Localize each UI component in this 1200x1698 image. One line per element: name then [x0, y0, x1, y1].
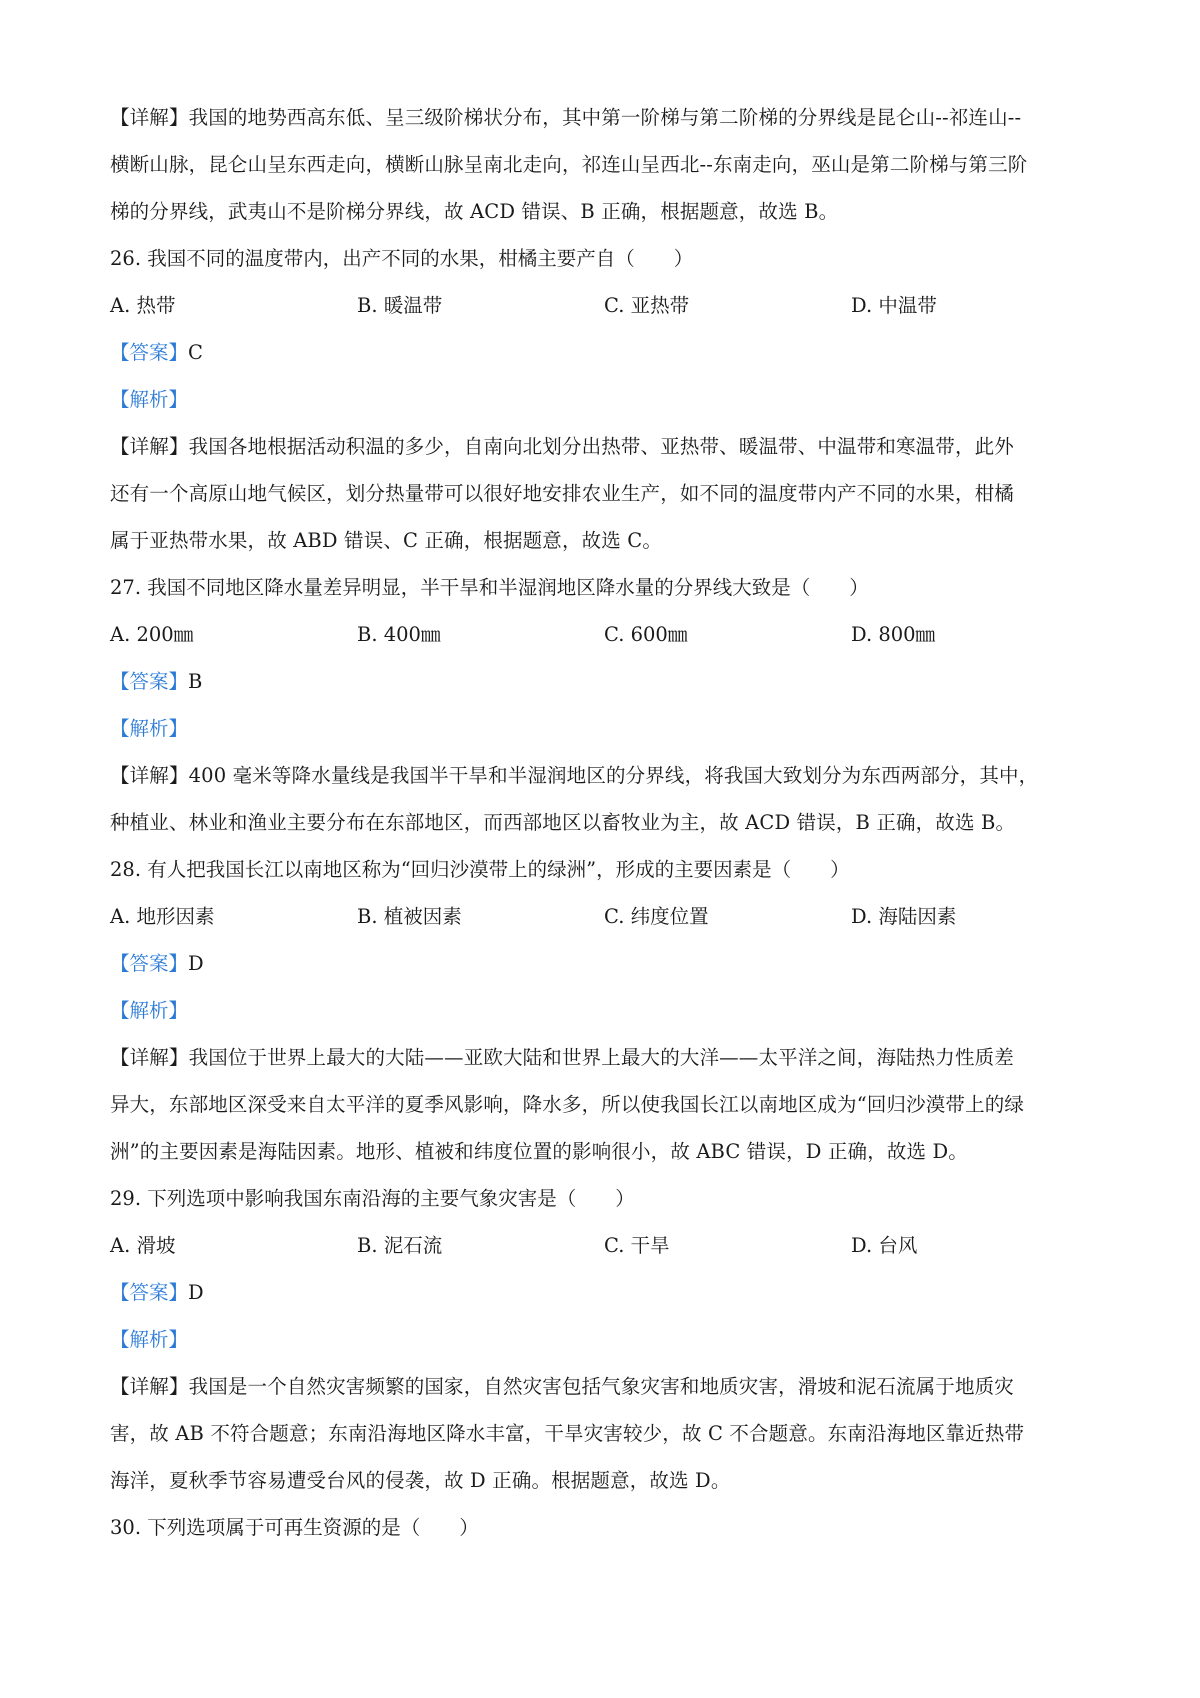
q26-options [110, 282, 1105, 329]
q26-analysis [110, 376, 1105, 423]
detail-text: 我国各地根据活动积温的多少，自南向北划分出热带、亚热带、暖温带、中温带和寒温带，此外 [188, 435, 1014, 458]
q28-option-d: D. 海陆因素 [851, 905, 957, 928]
q27-detail-line-2: 种植业、林业和渔业主要分布在东部地区，而西部地区以畜牧业为主，故 ACD 错误，B 正确，故选 B。 [110, 811, 1016, 834]
q27-option-b: B. 400㎜ [357, 623, 441, 646]
question-30: 30. 下列选项属于可再生资源的是（ ） [110, 1516, 479, 1539]
q28-detail-line-3: 洲”的主要因素是海陆因素。地形、植被和纬度位置的影响很小，故 ABC 错误，D 正确，故选 D。 [110, 1140, 968, 1163]
q27-analysis [110, 705, 1105, 752]
q29-detail-line-2: 害，故 AB 不符合题意；东南沿海地区降水丰富，干旱灾害较少，故 C 不合题意。东南沿海地区靠近热带 [110, 1422, 1025, 1445]
q29-option-b: B. 泥石流 [357, 1234, 443, 1257]
q29-options [110, 1222, 1105, 1269]
detail-tag: 【详解】 [110, 764, 189, 787]
answer-tag: 【答案】 [110, 952, 189, 975]
q27-option-a: A. 200㎜ [110, 623, 194, 646]
detail-text: 我国位于世界上最大的大陆——亚欧大陆和世界上最大的大洋——太平洋之间，海陆热力性质差 [188, 1046, 1014, 1069]
q27-detail-line-1 [110, 752, 1105, 799]
q26-option-d: D. 中温带 [851, 294, 937, 317]
question-26: 26. 我国不同的温度带内，出产不同的水果，柑橘主要产自（ ） [110, 247, 694, 270]
q28-analysis [110, 987, 1105, 1034]
analysis-tag: 【解析】 [110, 717, 189, 740]
detail-tag: 【详解】 [110, 1046, 189, 1069]
answer-value: C [188, 341, 203, 364]
answer-tag: 【答案】 [110, 341, 189, 364]
q28-options [110, 893, 1105, 940]
q29-answer [110, 1269, 1105, 1316]
q29-detail-line-1 [110, 1363, 1105, 1410]
q26-option-b: B. 暖温带 [357, 294, 443, 317]
q28-option-b: B. 植被因素 [357, 905, 462, 928]
q29-option-c: C. 干旱 [604, 1234, 670, 1257]
q29-option-d: D. 台风 [851, 1234, 918, 1257]
detail-text: 我国是一个自然灾害频繁的国家，自然灾害包括气象灾害和地质灾害，滑坡和泥石流属于地质灾 [188, 1375, 1014, 1398]
q28-detail-line-2: 异大，东部地区深受来自太平洋的夏季风影响，降水多，所以使我国长江以南地区成为“回归沙漠带上的绿 [110, 1093, 1025, 1116]
document-page [110, 94, 1105, 1551]
q26-detail-line-2: 还有一个高原山地气候区，划分热量带可以很好地安排农业生产，如不同的温度带内产不同的水果，柑橘 [110, 482, 1014, 505]
q29-detail-line-3: 海洋，夏秋季节容易遭受台风的侵袭，故 D 正确。根据题意，故选 D。 [110, 1469, 731, 1492]
detail-tag: 【详解】 [110, 435, 189, 458]
question-27: 27. 我国不同地区降水量差异明显，半干旱和半湿润地区降水量的分界线大致是（ ） [110, 576, 869, 599]
q28-option-a: A. 地形因素 [110, 905, 215, 928]
q27-option-c: C. 600㎜ [604, 623, 688, 646]
answer-tag: 【答案】 [110, 1281, 189, 1304]
answer-value: D [188, 1281, 204, 1304]
answer-value: D [188, 952, 204, 975]
q28-answer [110, 940, 1105, 987]
q26-detail-line-1 [110, 423, 1105, 470]
q26-answer [110, 329, 1105, 376]
detail-text: 我国的地势西高东低、呈三级阶梯状分布，其中第一阶梯与第二阶梯的分界线是昆仑山--祁连山-- [188, 106, 1022, 129]
q29-option-a: A. 滑坡 [110, 1234, 176, 1257]
q25-detail-line-2: 横断山脉，昆仑山呈东西走向，横断山脉呈南北走向，祁连山呈西北--东南走向，巫山是第二阶梯与第三阶 [110, 153, 1028, 176]
q29-analysis [110, 1316, 1105, 1363]
detail-tag: 【详解】 [110, 106, 189, 129]
q25-detail-line-3: 梯的分界线，武夷山不是阶梯分界线，故 ACD 错误、B 正确，根据题意，故选 B。 [110, 200, 839, 223]
analysis-tag: 【解析】 [110, 1328, 189, 1351]
answer-value: B [188, 670, 203, 693]
detail-tag: 【详解】 [110, 1375, 189, 1398]
question-28: 28. 有人把我国长江以南地区称为“回归沙漠带上的绿洲”，形成的主要因素是（ ） [110, 858, 850, 881]
q25-detail-line-1 [110, 94, 1105, 141]
question-29: 29. 下列选项中影响我国东南沿海的主要气象灾害是（ ） [110, 1187, 635, 1210]
answer-tag: 【答案】 [110, 670, 189, 693]
q27-option-d: D. 800㎜ [851, 623, 936, 646]
analysis-tag: 【解析】 [110, 999, 189, 1022]
q27-options [110, 611, 1105, 658]
q26-option-c: C. 亚热带 [604, 294, 690, 317]
q26-option-a: A. 热带 [110, 294, 176, 317]
analysis-tag: 【解析】 [110, 388, 189, 411]
q26-detail-line-3: 属于亚热带水果，故 ABD 错误、C 正确，根据题意，故选 C。 [110, 529, 662, 552]
q28-detail-line-1 [110, 1034, 1105, 1081]
detail-text: 400 毫米等降水量线是我国半干旱和半湿润地区的分界线，将我国大致划分为东西两部分，其中， [188, 764, 1039, 787]
q27-answer [110, 658, 1105, 705]
q28-option-c: C. 纬度位置 [604, 905, 709, 928]
